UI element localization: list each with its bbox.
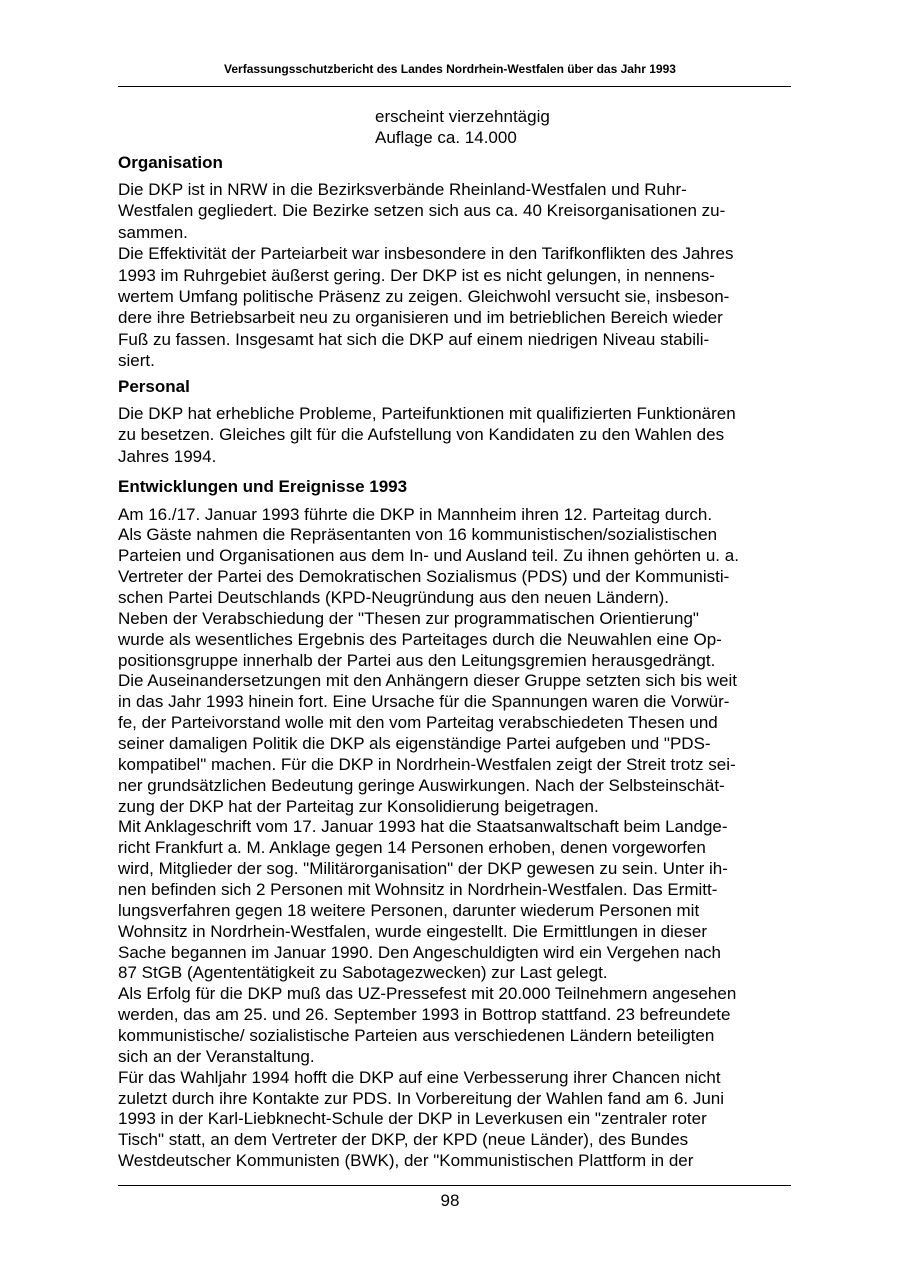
- text-line: fe, der Parteivorstand wolle mit den vom Parteitag verabschiedeten Thesen und: [118, 713, 718, 733]
- text-line: zuletzt durch ihre Kontakte zur PDS. In Vorbereitung der Wahlen fand am 6. Juni: [118, 1088, 725, 1108]
- text-line: Am 16./17. Januar 1993 führte die DKP in Mannheim ihren 12. Parteitag durch.: [118, 504, 713, 524]
- text-line: zung der DKP hat der Parteitag zur Konsolidierung beigetragen.: [118, 796, 599, 816]
- section-heading-organisation: Organisation: [118, 153, 223, 172]
- text-line: kommunistische/ sozialistische Parteien aus verschiedenen Ländern beteiligten: [118, 1025, 715, 1045]
- text-line: 87 StGB (Agententätigkeit zu Sabotagezwecken) zur Last gelegt.: [118, 963, 608, 983]
- text-line: Vertreter der Partei des Demokratischen Sozialismus (PDS) und der Kommunisti-: [118, 567, 730, 587]
- text-line: schen Partei Deutschlands (KPD-Neugründung aus den neuen Ländern).: [118, 587, 669, 607]
- text-line: Als Erfolg für die DKP muß das UZ-Pressefest mit 20.000 Teilnehmern angesehen: [118, 984, 737, 1004]
- text-line: Jahres 1994.: [118, 446, 217, 466]
- text-line: Wohnsitz in Nordrhein-Westfalen, wurde eingestellt. Die Ermittlungen in dieser: [118, 921, 707, 941]
- publication-info: [375, 107, 550, 148]
- text-line: Die DKP ist in NRW in die Bezirksverbände Rheinland-Westfalen und Ruhr-: [118, 180, 687, 199]
- text-line: kompatibel" machen. Für die DKP in Nordrhein-Westfalen zeigt der Streit trotz sei-: [118, 754, 736, 774]
- text-line: sammen.: [118, 222, 188, 242]
- developments-text: [118, 505, 739, 1173]
- text-line: Für das Wahljahr 1994 hofft die DKP auf eine Verbesserung ihrer Chancen nicht: [118, 1067, 721, 1087]
- organisation-text: [118, 179, 733, 372]
- text-line: sich an der Veranstaltung.: [118, 1046, 315, 1066]
- text-line: siert.: [118, 351, 155, 371]
- text-line: werden, das am 25. und 26. September 1993 in Bottrop stattfand. 23 befreundete: [118, 1005, 731, 1025]
- text-line: Westdeutscher Kommunisten (BWK), der "Kommunistischen Plattform in der: [118, 1151, 694, 1171]
- text-line: Neben der Verabschiedung der "Thesen zur programmatischen Orientierung": [118, 608, 699, 628]
- text-line: wurde als wesentliches Ergebnis des Parteitages durch die Neuwahlen eine Op-: [118, 629, 722, 649]
- footer-rule: [118, 1185, 791, 1186]
- text-line: Die DKP hat erhebliche Probleme, Parteifunktionen mit qualifizierten Funktionären: [118, 404, 736, 423]
- text-line: Tisch" statt, an dem Vertreter der DKP, der KPD (neue Länder), des Bundes: [118, 1130, 689, 1150]
- text-line: wertem Umfang politische Präsenz zu zeigen. Gleichwohl versucht sie, insbeson-: [118, 286, 730, 306]
- circulation: Auflage ca. 14.000: [375, 127, 517, 147]
- text-line: dere ihre Betriebsarbeit neu zu organisieren und im betrieblichen Bereich wieder: [118, 308, 723, 328]
- text-line: lungsverfahren gegen 18 weitere Personen, darunter wiederum Personen mit: [118, 900, 700, 920]
- running-header: Verfassungsschutzbericht des Landes Nordrhein-Westfalen über das Jahr 1993: [224, 62, 676, 76]
- header-rule: [118, 86, 791, 87]
- text-line: in das Jahr 1993 hinein fort. Eine Ursache für die Spannungen waren die Vorwür-: [118, 692, 730, 712]
- text-line: 1993 im Ruhrgebiet äußerst gering. Der DKP ist es nicht gelungen, in nennens-: [118, 265, 715, 285]
- text-line: 1993 in der Karl-Liebknecht-Schule der DKP in Leverkusen ein "zentraler roter: [118, 1109, 707, 1129]
- section-heading-personal: Personal: [118, 377, 190, 396]
- publication-frequency: erscheint vierzehntägig: [375, 107, 550, 126]
- text-line: ner grundsätzlichen Bedeutung geringe Auswirkungen. Nach der Selbsteinschät-: [118, 775, 725, 795]
- text-line: Sache begannen im Januar 1990. Den Angeschuldigten wird ein Vergehen nach: [118, 942, 721, 962]
- text-line: Die Auseinandersetzungen mit den Anhängern dieser Gruppe setzten sich bis weit: [118, 671, 737, 691]
- text-line: seiner damaligen Politik die DKP als eigenständige Partei aufgeben und "PDS-: [118, 733, 711, 753]
- section-heading-developments: Entwicklungen und Ereignisse 1993: [118, 477, 408, 496]
- text-line: zu besetzen. Gleiches gilt für die Aufstellung von Kandidaten zu den Wahlen des: [118, 425, 725, 445]
- text-line: richt Frankfurt a. M. Anklage gegen 14 Personen erhoben, denen vorgeworfen: [118, 838, 706, 858]
- text-line: Die Effektivität der Parteiarbeit war insbesondere in den Tarifkonflikten des Jahres: [118, 244, 734, 264]
- text-line: wird, Mitglieder der sog. "Militärorganisation" der DKP gewesen zu sein. Unter ih-: [118, 859, 728, 879]
- personal-text: [118, 403, 736, 467]
- text-line: Parteien und Organisationen aus dem In- und Ausland teil. Zu ihnen gehörten u. a.: [118, 546, 739, 566]
- page-number: 98: [440, 1191, 460, 1210]
- text-line: Als Gäste nahmen die Repräsentanten von 16 kommunistischen/sozialistischen: [118, 525, 718, 545]
- text-line: Westfalen gegliedert. Die Bezirke setzen sich aus ca. 40 Kreisorganisationen zu-: [118, 201, 726, 221]
- text-line: Mit Anklageschrift vom 17. Januar 1993 hat die Staatsanwaltschaft beim Landge-: [118, 817, 728, 837]
- text-line: Fuß zu fassen. Insgesamt hat sich die DKP auf einem niedrigen Niveau stabili-: [118, 329, 710, 349]
- text-line: positionsgruppe innerhalb der Partei aus den Leitungsgremien herausgedrängt.: [118, 650, 716, 670]
- text-line: nen befinden sich 2 Personen mit Wohnsitz in Nordrhein-Westfalen. Das Ermitt-: [118, 879, 718, 899]
